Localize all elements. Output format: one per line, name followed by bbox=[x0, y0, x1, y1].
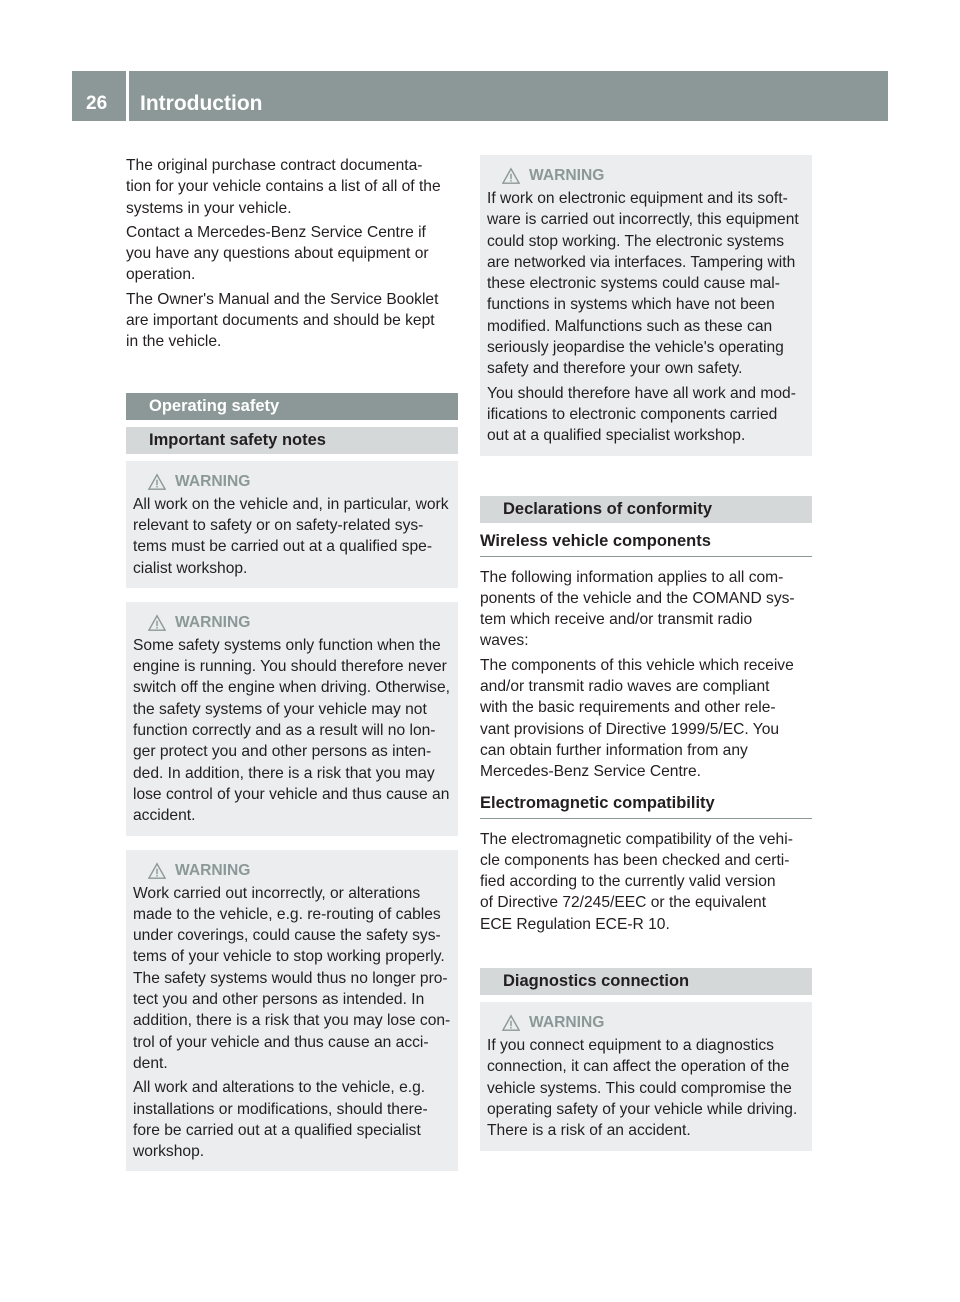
warning-triangle-icon bbox=[502, 1014, 520, 1032]
text-line: in the vehicle. bbox=[126, 333, 222, 351]
text-line: All work and alterations to the vehicle, e.g. bbox=[133, 1079, 426, 1097]
text-line: You should therefore have all work and mod- bbox=[487, 384, 796, 402]
text-line: can obtain further information from any bbox=[480, 741, 748, 759]
text-line: trol of your vehicle and thus cause an acci- bbox=[133, 1033, 429, 1051]
text-line: Contact a Mercedes-Benz Service Centre if bbox=[126, 223, 426, 241]
text-line: The Owner's Manual and the Service Booklet bbox=[126, 290, 439, 308]
text-line: the safety systems of your vehicle may not bbox=[133, 700, 427, 718]
text-line: ECE Regulation ECE-R 10. bbox=[480, 915, 670, 933]
text-line: If work on electronic equipment and its soft- bbox=[487, 190, 788, 207]
text-line: operation. bbox=[126, 266, 196, 284]
text-line: vehicle systems. This could compromise the bbox=[487, 1079, 792, 1097]
warning-label: WARNING bbox=[175, 861, 251, 879]
text-line: There is a risk of an accident. bbox=[487, 1122, 691, 1140]
wireless-text bbox=[480, 567, 812, 783]
page-number: 26 bbox=[86, 93, 108, 114]
text-line: ded. In addition, there is a risk that you may bbox=[133, 764, 435, 782]
left-column bbox=[126, 155, 458, 1171]
text-line: cle components has been checked and certi- bbox=[480, 851, 790, 869]
text-line: installations or modifications, should there- bbox=[133, 1100, 428, 1118]
text-line: Mercedes-Benz Service Centre. bbox=[480, 763, 702, 781]
text-line: cialist workshop. bbox=[133, 559, 248, 577]
text-line: vant provisions of Directive 1999/5/EC. You bbox=[480, 720, 780, 738]
text-line: function correctly and as a result will no lon- bbox=[133, 722, 436, 740]
text-line: systems in your vehicle. bbox=[126, 199, 292, 217]
text-line: waves: bbox=[480, 632, 529, 650]
text-line: under coverings, could cause the safety sys- bbox=[133, 927, 441, 945]
text-line: The electromagnetic compatibility of the vehi- bbox=[480, 830, 793, 848]
text-line: could stop working. The electronic systems bbox=[487, 232, 784, 250]
text-line: relevant to safety or on safety-related sys- bbox=[133, 516, 424, 534]
text-line: accident. bbox=[133, 807, 196, 825]
text-line: operating safety of your vehicle while driving. bbox=[487, 1100, 798, 1118]
warning-triangle-icon bbox=[502, 167, 520, 185]
text-line: tems must be carried out at a qualified spe- bbox=[133, 538, 433, 556]
warning-triangle-icon bbox=[148, 862, 166, 880]
text-line: tect you and other persons as intended. In bbox=[133, 991, 425, 1009]
text-line: functions in systems which have not been bbox=[487, 296, 775, 314]
text-line: with the basic requirements and other rele- bbox=[480, 699, 776, 717]
text-line: are networked via interfaces. Tampering with bbox=[487, 253, 796, 271]
text-line: dent. bbox=[133, 1054, 168, 1072]
text-line: The original purchase contract documenta- bbox=[126, 157, 423, 174]
text-line: and/or transmit radio waves are compliant bbox=[480, 678, 770, 696]
text-line: tion for your vehicle contains a list of all of the bbox=[126, 178, 441, 196]
header-divider bbox=[126, 71, 129, 121]
text-line: Work carried out incorrectly, or alterations bbox=[133, 884, 421, 902]
chapter-title: Introduction bbox=[140, 92, 263, 115]
text-line: The safety systems would thus no longer pro- bbox=[133, 969, 448, 987]
warning-label: WARNING bbox=[529, 167, 605, 184]
warning-box-4 bbox=[480, 155, 812, 456]
text-line: All work on the vehicle and, in particular, work bbox=[133, 495, 449, 513]
warning-heading bbox=[487, 165, 805, 187]
text-line: The following information applies to all com- bbox=[480, 568, 784, 586]
right-column bbox=[480, 155, 812, 1151]
page-header bbox=[72, 71, 888, 121]
warning-heading bbox=[133, 860, 451, 882]
warning-label: WARNING bbox=[175, 472, 251, 490]
text-line: ponents of the vehicle and the COMAND sys- bbox=[480, 589, 795, 607]
text-line: switch off the engine when driving. Otherwise, bbox=[133, 679, 450, 697]
heading-wireless-components: Wireless vehicle components bbox=[480, 532, 812, 557]
text-line: you have any questions about equipment or bbox=[126, 245, 429, 263]
text-line: seriously jeopardise the vehicle's operating bbox=[487, 339, 784, 357]
heading-electromagnetic-compatibility: Electromagnetic compatibility bbox=[480, 794, 812, 819]
text-line: ifications to electronic components carried bbox=[487, 405, 778, 423]
warning-triangle-icon bbox=[148, 614, 166, 632]
text-line: workshop. bbox=[133, 1143, 205, 1161]
text-line: of Directive 72/245/EEC or the equivalent bbox=[480, 894, 767, 912]
warning-box-1 bbox=[126, 461, 458, 588]
warning-label: WARNING bbox=[175, 613, 251, 631]
text-line: these electronic systems could cause mal- bbox=[487, 275, 780, 293]
subsection-title-declarations: Declarations of conformity bbox=[480, 496, 812, 523]
text-line: tems of your vehicle to stop working properly. bbox=[133, 948, 445, 966]
text-line: Some safety systems only function when the bbox=[133, 636, 441, 654]
warning-box-5 bbox=[480, 1002, 812, 1150]
text-line: If you connect equipment to a diagnostics bbox=[487, 1037, 774, 1055]
warning-box-3 bbox=[126, 850, 458, 1172]
warning-heading bbox=[133, 471, 451, 493]
text-line: ware is carried out incorrectly, this equipment bbox=[487, 211, 799, 229]
text-line: addition, there is a risk that you may lose con- bbox=[133, 1012, 451, 1030]
warning-box-2 bbox=[126, 602, 458, 836]
text-line: fied according to the currently valid version bbox=[480, 873, 776, 891]
text-line: out at a qualified specialist workshop. bbox=[487, 427, 746, 445]
text-line: are important documents and should be kept bbox=[126, 312, 435, 330]
text-line: made to the vehicle, e.g. re-routing of cables bbox=[133, 905, 441, 923]
section-title-operating-safety: Operating safety bbox=[126, 393, 458, 420]
text-line: connection, it can affect the operation of the bbox=[487, 1058, 790, 1076]
text-line: tem which receive and/or transmit radio bbox=[480, 611, 753, 629]
subsection-title-important-safety-notes: Important safety notes bbox=[126, 427, 458, 454]
subsection-title-diagnostics: Diagnostics connection bbox=[480, 968, 812, 995]
text-line: safety and therefore your own safety. bbox=[487, 360, 743, 378]
text-line: fore be carried out at a qualified specialist bbox=[133, 1121, 421, 1139]
intro-text bbox=[126, 155, 458, 353]
emc-text bbox=[480, 829, 812, 935]
warning-label: WARNING bbox=[529, 1014, 605, 1032]
text-line: engine is running. You should therefore never bbox=[133, 658, 447, 676]
text-line: modified. Malfunctions such as these can bbox=[487, 317, 773, 335]
text-line: The components of this vehicle which receive bbox=[480, 656, 794, 674]
warning-heading bbox=[133, 612, 451, 634]
warning-triangle-icon bbox=[148, 473, 166, 491]
text-line: lose control of your vehicle and thus cause an bbox=[133, 785, 450, 803]
text-line: ger protect you and other persons as inten- bbox=[133, 743, 432, 761]
warning-heading bbox=[487, 1012, 805, 1034]
